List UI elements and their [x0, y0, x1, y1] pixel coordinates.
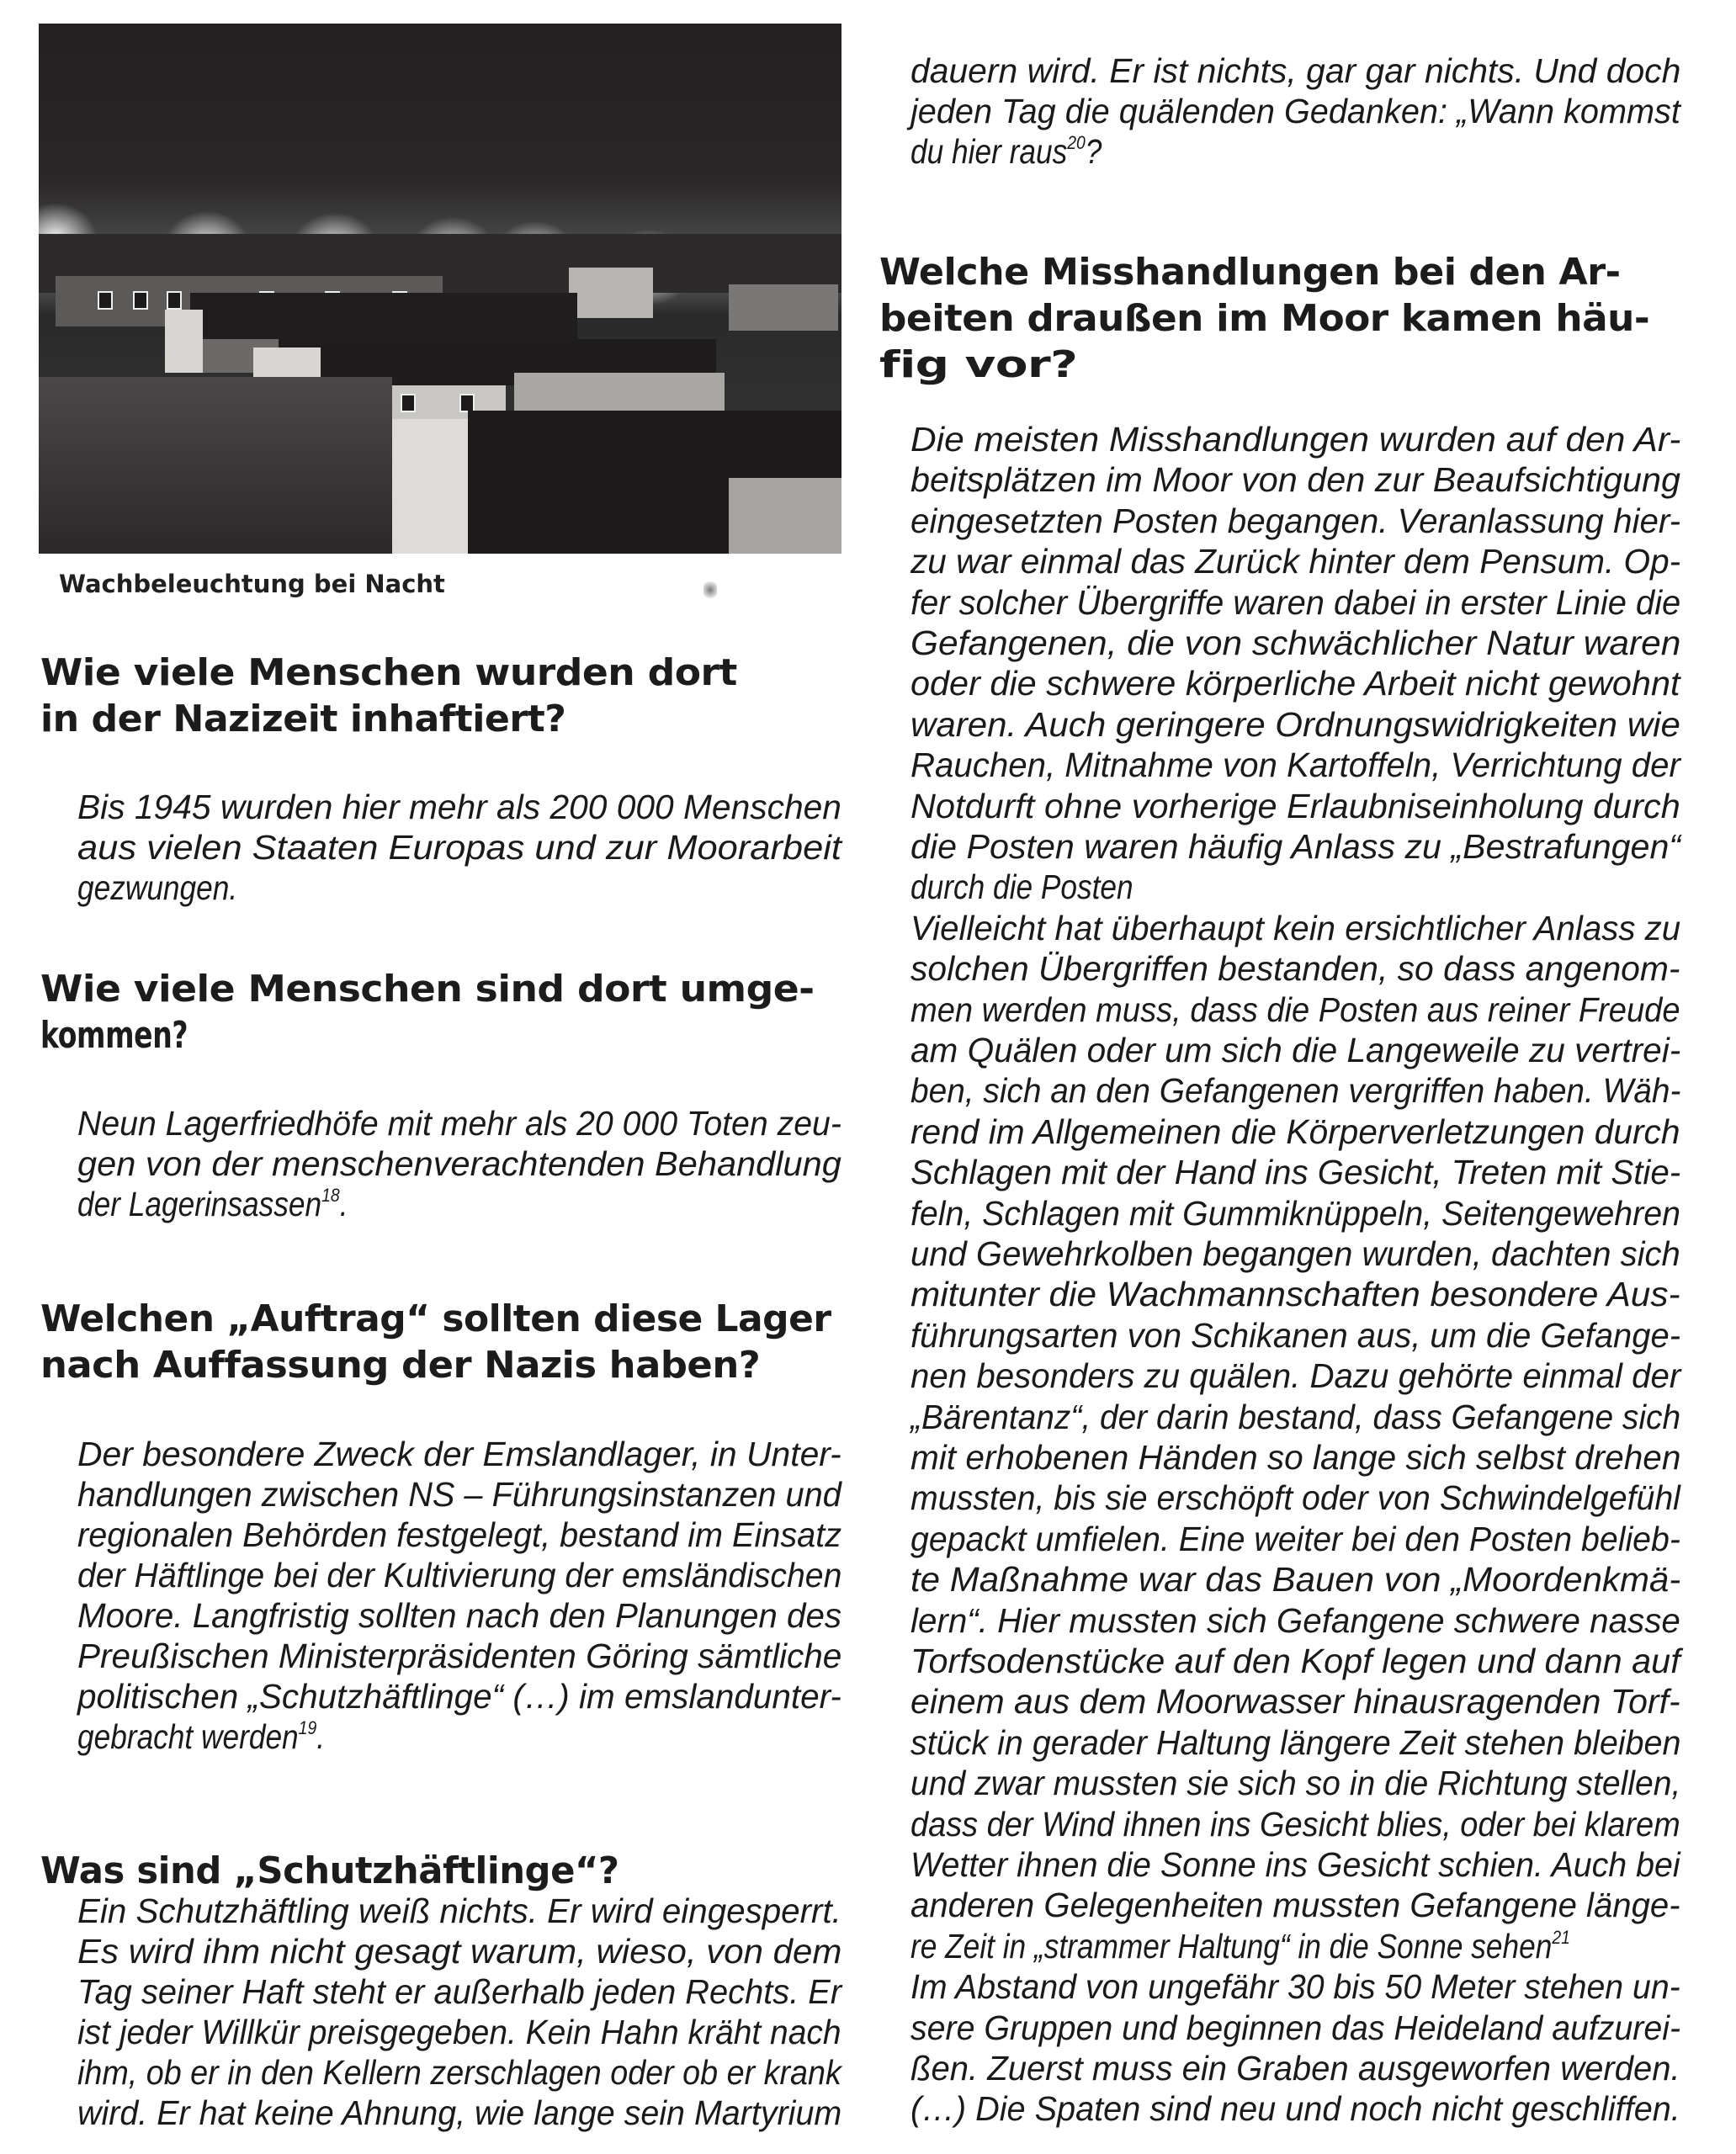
body-text-line	[77, 1184, 348, 1224]
section-heading	[40, 1012, 188, 1059]
body-text-line	[910, 91, 1680, 131]
body-text-line	[910, 50, 1680, 91]
section-heading	[40, 696, 565, 743]
body-text-line-text: wird. Er hat keine Ahnung, wie lange sein Martyrium	[77, 2093, 842, 2132]
footnote-marker: 20	[1067, 132, 1086, 154]
section-heading-text: in der Nazizeit inhaftiert?	[40, 698, 566, 740]
section-heading	[40, 966, 815, 1013]
footnote-tail: .	[339, 1185, 348, 1223]
body-text-line	[910, 1844, 1680, 1885]
section-heading	[40, 650, 737, 697]
body-text-line	[77, 1676, 841, 1716]
body-text-line-text: Notdurft ohne vorherige Erlaubniseinholung durch	[910, 787, 1680, 825]
section-heading	[40, 1848, 619, 1895]
body-text-line-text: dass der Wind ihnen ins Gesicht blies, oder bei klarem	[910, 1805, 1680, 1844]
body-text-line-text: oder die schwere körperliche Arbeit nicht gewohnt	[910, 664, 1680, 703]
body-text-line	[77, 787, 841, 827]
body-text-line	[910, 1070, 1680, 1111]
body-text-line-text: „Bärentanz“, der darin bestand, dass Gefangene sich	[910, 1398, 1681, 1436]
section-heading	[40, 1296, 831, 1343]
body-text-line	[910, 419, 1680, 459]
body-text-line	[910, 1763, 1680, 1803]
body-text-line	[910, 989, 1680, 1030]
body-text-line	[77, 1103, 841, 1143]
body-text-line-text: ben, sich an den Gefangenen vergriffen haben. Wäh-	[910, 1071, 1681, 1110]
body-text-line	[910, 1274, 1680, 1314]
body-text-line-text: gepackt umfielen. Eine weiter bei den Posten belieb-	[910, 1520, 1680, 1558]
body-text-line-text: Moore. Langfristig sollten nach den Planungen des	[77, 1596, 842, 1635]
body-text-line	[910, 1437, 1680, 1478]
photo-caption: Wachbeleuchtung bei Nacht	[59, 570, 445, 598]
body-text-line-text: solchen Übergriffen bestanden, so dass angenom-	[910, 949, 1680, 988]
section-heading	[879, 249, 1621, 296]
body-text-line	[77, 2093, 841, 2133]
body-text-line-text: lern“. Hier mussten sich Gefangene schwere nasse	[910, 1601, 1680, 1640]
body-text-line-text: du hier raus	[910, 132, 1068, 171]
body-text-line	[910, 1519, 1680, 1559]
body-text-line	[77, 1474, 841, 1515]
body-text-line	[910, 704, 1680, 745]
body-text-line	[77, 1971, 841, 2012]
body-text-line-text: regionalen Behörden festgelegt, bestand im Einsatz	[77, 1515, 842, 1554]
body-text-line-text: Im Abstand von ungefähr 30 bis 50 Meter stehen un-	[910, 1967, 1680, 2006]
body-text-line	[910, 1234, 1680, 1274]
body-text-line	[910, 2088, 1680, 2129]
body-text-line-text: aus vielen Staaten Europas und zur Moorarbeit	[77, 828, 841, 867]
body-text-line-text: Preußischen Ministerpräsidenten Göring sämtliche	[77, 1637, 842, 1675]
body-text-line-text: führungsarten von Schikanen aus, um die Gefange-	[910, 1316, 1681, 1355]
body-text-line	[910, 1926, 1570, 1966]
body-text-line-text: fer solcher Übergriffe waren dabei in erster Linie die	[910, 583, 1681, 622]
body-text-line	[910, 1356, 1680, 1396]
body-text-line-text: Ein Schutzhäftling weiß nichts. Er wird eingesperrt.	[77, 1891, 841, 1930]
body-text-line-text: ist jeder Willkür preisgegeben. Kein Hahn kräht nach	[77, 2013, 841, 2051]
body-text-line	[910, 1681, 1680, 1722]
scan-speck	[703, 579, 717, 601]
body-text-line	[77, 827, 841, 867]
body-text-line-text: der Häftlinge bei der Kultivierung der emsländischen	[77, 1556, 842, 1594]
body-text-line-text: Es wird ihm nicht gesagt warum, wieso, von dem	[77, 1932, 842, 1971]
body-text-line	[77, 1515, 841, 1555]
footnote-marker: 18	[321, 1185, 340, 1207]
body-text-line	[910, 1152, 1680, 1192]
body-text-line-text: re Zeit in „strammer Haltung“ in die Sonne sehen	[910, 1927, 1553, 1966]
body-text-line-text: beitsplätzen im Moor von den zur Beaufsichtigung	[910, 460, 1681, 499]
footnote-marker: 19	[298, 1717, 317, 1739]
body-text-line-text: die Posten waren häufig Anlass zu „Bestrafungen“	[910, 827, 1681, 866]
body-text-line-text: der Lagerinsassen	[77, 1185, 322, 1223]
body-text-line	[910, 1111, 1680, 1152]
section-heading	[879, 295, 1649, 342]
body-text-line-text: ßen. Zuerst muss ein Graben ausgeworfen werden.	[910, 2049, 1680, 2088]
section-heading-text: kommen?	[40, 1014, 188, 1057]
body-text-line-text: Schlagen mit der Hand ins Gesicht, Treten mit Stie-	[910, 1153, 1681, 1191]
body-text-line-text: durch die Posten	[910, 867, 1133, 906]
body-text-line-text: eingesetzten Posten begangen. Veranlassung hier-	[910, 501, 1681, 540]
body-text-line	[910, 1193, 1680, 1234]
body-text-line	[910, 1478, 1680, 1518]
body-text-line-text: Bis 1945 wurden hier mehr als 200 000 Menschen	[77, 788, 841, 826]
body-text-line	[910, 1722, 1680, 1763]
night-camp-photo	[39, 24, 841, 554]
body-text-line-text: Die meisten Misshandlungen wurden auf den Ar-	[910, 420, 1681, 459]
body-text-line-text: Neun Lagerfriedhöfe mit mehr als 20 000 Toten zeu-	[77, 1104, 841, 1143]
body-text-line-text: gen von der menschenverachtenden Behandlung	[77, 1144, 841, 1183]
body-text-line-text: rend im Allgemeinen die Körperverletzungen durch	[910, 1112, 1680, 1151]
body-text-line-text: handlungen zwischen NS – Führungsinstanzen und	[77, 1475, 841, 1514]
section-heading-text: Wie viele Menschen wurden dort	[40, 651, 737, 694]
section-heading-text: Welchen „Auftrag“ sollten diese Lager	[40, 1297, 831, 1340]
body-text-line	[910, 786, 1680, 826]
body-text-line-text: mussten, bis sie erschöpft oder von Schwindelgefühl	[910, 1478, 1680, 1517]
body-text-line	[910, 131, 1102, 172]
body-text-line-text: Tag seiner Haft steht er außerhalb jeden Rechts. Er	[77, 1972, 842, 2011]
body-text-line-text: einem aus dem Moorwasser hinausragenden Torf-	[910, 1682, 1680, 1721]
body-text-line-text: und zwar mussten sie sich so in die Richtung stellen,	[910, 1764, 1681, 1802]
section-heading-text: Was sind „Schutzhäftlinge“?	[40, 1849, 619, 1892]
body-text-line	[77, 1931, 841, 1971]
body-text-line	[77, 867, 237, 908]
footnote-tail: ?	[1085, 132, 1102, 171]
body-text-line	[910, 623, 1680, 663]
body-text-line	[910, 1030, 1680, 1070]
body-text-line	[910, 1966, 1680, 2007]
body-text-line-text: politischen „Schutzhäftlinge“ (…) im emslandunter-	[77, 1677, 841, 1716]
body-text-line	[77, 1555, 841, 1595]
body-text-line	[77, 2052, 841, 2093]
body-text-line	[910, 745, 1680, 785]
body-text-line-text: Rauchen, Mitnahme von Kartoffeln, Verrichtung der	[910, 745, 1680, 784]
section-heading	[879, 342, 1077, 389]
body-text-line	[910, 2008, 1680, 2048]
body-text-line-text: te Maßnahme war das Bauen von „Moordenkmä-	[910, 1560, 1681, 1599]
footnote-marker: 21	[1552, 1927, 1570, 1949]
section-heading-text: fig vor?	[879, 343, 1078, 386]
body-text-line	[910, 948, 1680, 989]
body-text-line-text: anderen Gelegenheiten mussten Gefangene länge-	[910, 1886, 1680, 1924]
body-text-line-text: (…) Die Spaten sind neu und noch nicht geschliffen.	[910, 2089, 1680, 2128]
body-text-line-text: gebracht werden	[77, 1717, 299, 1756]
body-text-line	[77, 1716, 325, 1757]
body-text-line	[910, 1559, 1680, 1600]
body-text-line	[910, 826, 1680, 867]
body-text-line	[910, 541, 1680, 581]
body-text-line	[77, 1143, 841, 1184]
body-text-line-text: Der besondere Zweck der Emslandlager, in Unter-	[77, 1435, 841, 1473]
body-text-line-text: nen besonders zu quälen. Dazu gehörte einmal der	[910, 1356, 1681, 1395]
body-text-line-text: dauern wird. Er ist nichts, gar gar nichts. Und doch	[910, 51, 1681, 90]
body-text-line-text: gezwungen.	[77, 868, 238, 907]
body-text-line	[910, 1600, 1680, 1641]
body-text-line	[910, 1885, 1680, 1925]
body-text-line	[910, 1804, 1680, 1844]
body-text-line-text: sere Gruppen und beginnen das Heideland aufzurei-	[910, 2008, 1681, 2047]
body-text-line	[910, 1315, 1680, 1356]
body-text-line	[77, 1636, 841, 1676]
body-text-line	[910, 867, 1133, 907]
body-text-line	[77, 1891, 841, 1931]
body-text-line	[910, 663, 1680, 703]
body-text-line	[910, 501, 1680, 541]
body-text-line	[910, 2048, 1680, 2088]
body-text-line	[910, 908, 1680, 948]
body-text-line	[910, 1397, 1680, 1437]
body-text-line-text: waren. Auch geringere Ordnungswidrigkeiten wie	[910, 705, 1680, 744]
body-text-line-text: ihm, ob er in den Kellern zerschlagen oder ob er krank	[77, 2053, 841, 2092]
body-text-line-text: und Gewehrkolben begangen wurden, dachten sich	[910, 1234, 1680, 1273]
section-heading-text: nach Auffassung der Nazis haben?	[40, 1344, 761, 1387]
body-text-line-text: am Quälen oder um sich die Langeweile zu vertrei-	[910, 1031, 1681, 1069]
footnote-tail: .	[316, 1717, 326, 1756]
body-text-line-text: stück in gerader Haltung längere Zeit stehen bleiben	[910, 1723, 1681, 1762]
body-text-line	[910, 582, 1680, 623]
body-text-line	[77, 1434, 841, 1474]
section-heading-text: beiten draußen im Moor kamen häu-	[879, 297, 1650, 340]
body-text-line-text: Vielleicht hat überhaupt kein ersichtlicher Anlass zu	[910, 909, 1681, 947]
body-text-line-text: Torfsodenstücke auf den Kopf legen und dann auf	[910, 1642, 1680, 1680]
body-text-line	[910, 1641, 1680, 1681]
section-heading	[40, 1342, 760, 1389]
body-text-line-text: men werden muss, dass die Posten aus reiner Freude	[910, 990, 1680, 1029]
section-heading-text: Wie viele Menschen sind dort umge-	[40, 968, 815, 1011]
body-text-line	[910, 459, 1680, 500]
body-text-line-text: zu war einmal das Zurück hinter dem Pensum. Op-	[910, 542, 1681, 581]
section-heading-text: Welche Misshandlungen bei den Ar-	[879, 251, 1621, 294]
body-text-line-text: jeden Tag die quälenden Gedanken: „Wann kommst	[910, 92, 1680, 130]
body-text-line	[77, 2012, 841, 2052]
body-text-line-text: Wetter ihnen die Sonne ins Gesicht schien. Auch bei	[910, 1845, 1680, 1884]
body-text-line-text: feln, Schlagen mit Gummiknüppeln, Seitengewehren	[910, 1194, 1680, 1233]
body-text-line-text: mit erhobenen Händen so lange sich selbst drehen	[910, 1438, 1681, 1477]
body-text-line	[77, 1595, 841, 1636]
body-text-line-text: mitunter die Wachmannschaften besondere Aus-	[910, 1275, 1680, 1313]
body-text-line-text: Gefangenen, die von schwächlicher Natur waren	[910, 623, 1681, 662]
